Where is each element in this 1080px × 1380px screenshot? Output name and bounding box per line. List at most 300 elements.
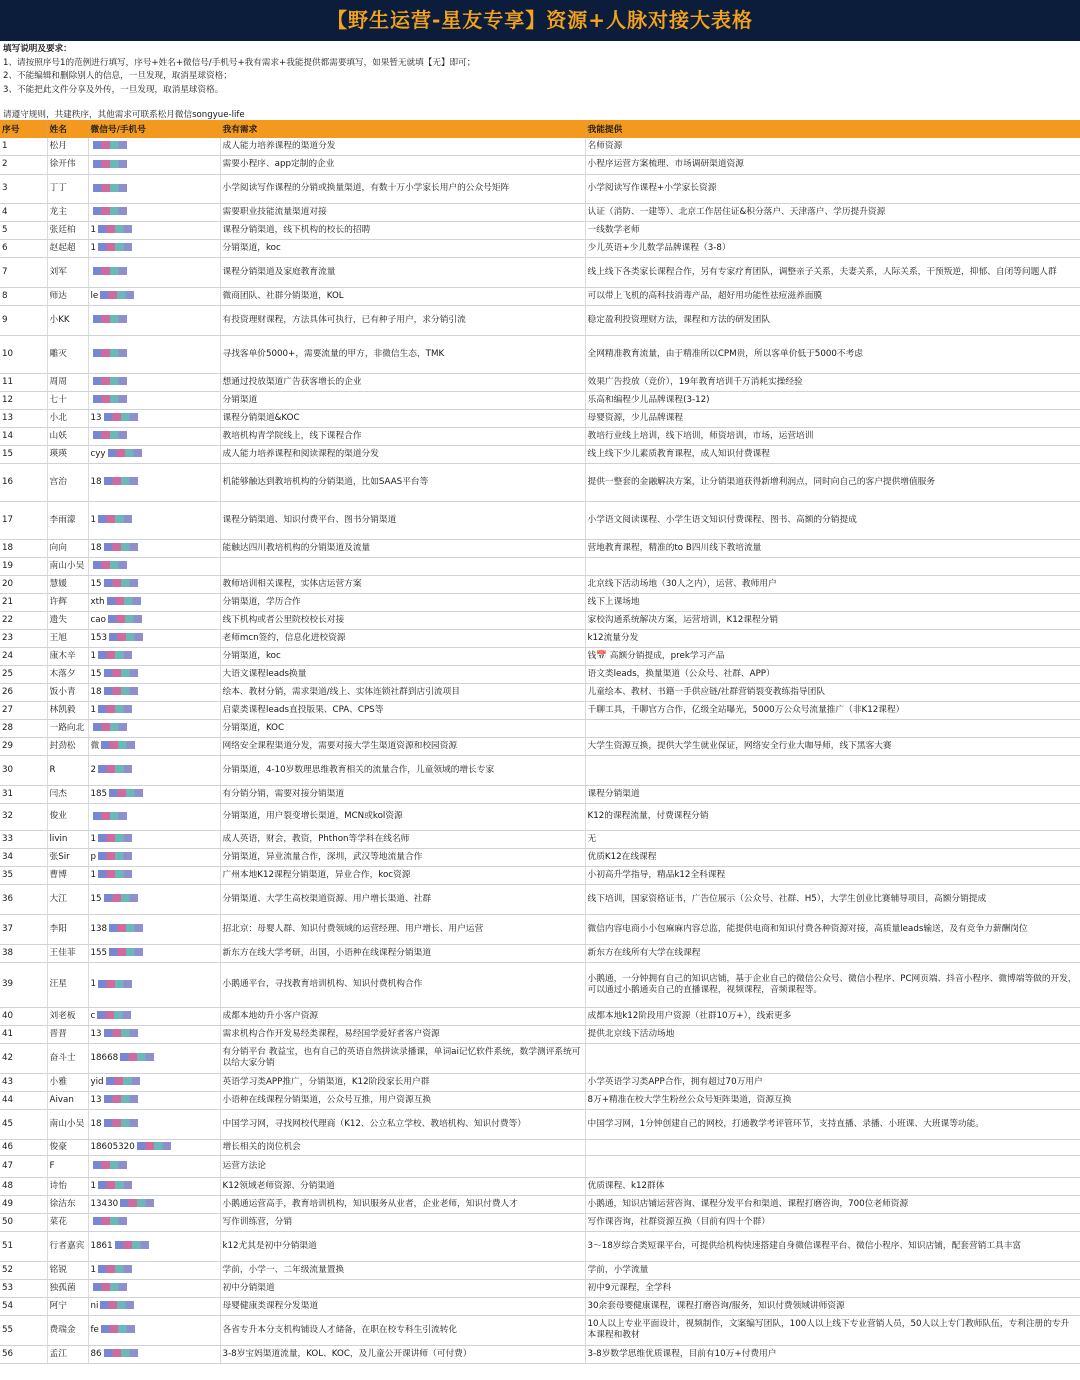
cell-need[interactable] (220, 373, 585, 391)
cell-need[interactable] (220, 1297, 585, 1315)
table-row[interactable] (0, 1073, 1080, 1091)
table-row[interactable] (0, 373, 1080, 391)
cell-no[interactable] (0, 445, 47, 463)
cell-name[interactable] (47, 1231, 88, 1261)
table-row[interactable] (0, 1091, 1080, 1109)
cell-no[interactable] (0, 944, 47, 962)
cell-need[interactable] (220, 203, 585, 221)
cell-need[interactable] (220, 593, 585, 611)
cell-offer[interactable] (585, 463, 1080, 501)
table-row[interactable] (0, 755, 1080, 785)
cell-contact[interactable] (88, 866, 220, 884)
cell-need[interactable] (220, 239, 585, 257)
cell-need[interactable] (220, 785, 585, 803)
table-row[interactable] (0, 593, 1080, 611)
cell-contact[interactable] (88, 1155, 220, 1177)
cell-name[interactable] (47, 683, 88, 701)
cell-offer[interactable] (585, 701, 1080, 719)
cell-offer[interactable] (585, 257, 1080, 287)
cell-offer[interactable] (585, 221, 1080, 239)
cell-contact[interactable] (88, 848, 220, 866)
cell-name[interactable] (47, 1109, 88, 1139)
table-row[interactable] (0, 1025, 1080, 1043)
cell-no[interactable] (0, 611, 47, 629)
cell-contact[interactable] (88, 1195, 220, 1213)
cell-no[interactable] (0, 1109, 47, 1139)
cell-name[interactable] (47, 174, 88, 203)
table-row[interactable] (0, 1195, 1080, 1213)
cell-offer[interactable] (585, 155, 1080, 174)
table-row[interactable] (0, 719, 1080, 737)
cell-need[interactable] (220, 830, 585, 848)
cell-offer[interactable] (585, 239, 1080, 257)
cell-contact[interactable] (88, 884, 220, 914)
cell-contact[interactable] (88, 1261, 220, 1279)
cell-contact[interactable] (88, 155, 220, 174)
cell-no[interactable] (0, 1073, 47, 1091)
table-row[interactable] (0, 1345, 1080, 1363)
cell-contact[interactable] (88, 719, 220, 737)
cell-need[interactable] (220, 427, 585, 445)
cell-contact[interactable] (88, 683, 220, 701)
cell-no[interactable] (0, 1261, 47, 1279)
cell-name[interactable] (47, 884, 88, 914)
cell-no[interactable] (0, 257, 47, 287)
cell-need[interactable] (220, 1261, 585, 1279)
cell-contact[interactable] (88, 1279, 220, 1297)
cell-offer[interactable] (585, 1315, 1080, 1345)
cell-no[interactable] (0, 785, 47, 803)
cell-no[interactable] (0, 1231, 47, 1261)
cell-no[interactable] (0, 593, 47, 611)
cell-contact[interactable] (88, 203, 220, 221)
cell-no[interactable] (0, 755, 47, 785)
cell-need[interactable] (220, 539, 585, 557)
table-row[interactable] (0, 701, 1080, 719)
cell-name[interactable] (47, 1155, 88, 1177)
cell-offer[interactable] (585, 138, 1080, 155)
cell-need[interactable] (220, 409, 585, 427)
cell-name[interactable] (47, 287, 88, 305)
cell-need[interactable] (220, 866, 585, 884)
cell-no[interactable] (0, 501, 47, 539)
cell-name[interactable] (47, 593, 88, 611)
cell-name[interactable] (47, 629, 88, 647)
cell-name[interactable] (47, 575, 88, 593)
cell-name[interactable] (47, 1345, 88, 1363)
header-name[interactable]: 姓名 (47, 120, 88, 138)
cell-no[interactable] (0, 1025, 47, 1043)
cell-name[interactable] (47, 257, 88, 287)
cell-need[interactable] (220, 914, 585, 944)
cell-offer[interactable] (585, 719, 1080, 737)
cell-contact[interactable] (88, 1043, 220, 1073)
cell-name[interactable] (47, 944, 88, 962)
cell-need[interactable] (220, 701, 585, 719)
cell-need[interactable] (220, 1213, 585, 1231)
table-row[interactable] (0, 427, 1080, 445)
cell-name[interactable] (47, 203, 88, 221)
table-row[interactable] (0, 287, 1080, 305)
cell-contact[interactable] (88, 575, 220, 593)
cell-need[interactable] (220, 884, 585, 914)
cell-name[interactable] (47, 1073, 88, 1091)
cell-need[interactable] (220, 848, 585, 866)
cell-no[interactable] (0, 1213, 47, 1231)
header-need[interactable]: 我有需求 (220, 120, 585, 138)
cell-contact[interactable] (88, 647, 220, 665)
cell-contact[interactable] (88, 1345, 220, 1363)
cell-no[interactable] (0, 1195, 47, 1213)
table-row[interactable] (0, 1261, 1080, 1279)
cell-offer[interactable] (585, 1043, 1080, 1073)
cell-name[interactable] (47, 1315, 88, 1345)
cell-no[interactable] (0, 239, 47, 257)
cell-name[interactable] (47, 138, 88, 155)
cell-contact[interactable] (88, 1139, 220, 1155)
cell-offer[interactable] (585, 391, 1080, 409)
cell-no[interactable] (0, 629, 47, 647)
table-row[interactable] (0, 257, 1080, 287)
cell-offer[interactable] (585, 914, 1080, 944)
cell-need[interactable] (220, 287, 585, 305)
cell-contact[interactable] (88, 914, 220, 944)
cell-contact[interactable] (88, 539, 220, 557)
cell-need[interactable] (220, 1007, 585, 1025)
cell-need[interactable] (220, 1195, 585, 1213)
cell-contact[interactable] (88, 174, 220, 203)
cell-offer[interactable] (585, 305, 1080, 335)
cell-need[interactable] (220, 647, 585, 665)
cell-no[interactable] (0, 884, 47, 914)
cell-name[interactable] (47, 701, 88, 719)
cell-need[interactable] (220, 611, 585, 629)
table-row[interactable] (0, 737, 1080, 755)
cell-offer[interactable] (585, 665, 1080, 683)
cell-need[interactable] (220, 1139, 585, 1155)
cell-contact[interactable] (88, 445, 220, 463)
table-row[interactable] (0, 391, 1080, 409)
cell-contact[interactable] (88, 665, 220, 683)
cell-need[interactable] (220, 944, 585, 962)
table-row[interactable] (0, 557, 1080, 575)
cell-name[interactable] (47, 373, 88, 391)
table-row[interactable] (0, 803, 1080, 830)
cell-need[interactable] (220, 1073, 585, 1091)
cell-offer[interactable] (585, 866, 1080, 884)
cell-offer[interactable] (585, 557, 1080, 575)
table-row[interactable] (0, 174, 1080, 203)
table-row[interactable] (0, 962, 1080, 1007)
cell-name[interactable] (47, 409, 88, 427)
cell-offer[interactable] (585, 830, 1080, 848)
cell-need[interactable] (220, 683, 585, 701)
cell-contact[interactable] (88, 239, 220, 257)
cell-no[interactable] (0, 830, 47, 848)
cell-no[interactable] (0, 174, 47, 203)
cell-offer[interactable] (585, 575, 1080, 593)
cell-offer[interactable] (585, 1007, 1080, 1025)
cell-contact[interactable] (88, 557, 220, 575)
cell-name[interactable] (47, 239, 88, 257)
cell-name[interactable] (47, 539, 88, 557)
table-row[interactable] (0, 1177, 1080, 1195)
table-row[interactable] (0, 830, 1080, 848)
cell-no[interactable] (0, 1155, 47, 1177)
cell-need[interactable] (220, 1091, 585, 1109)
cell-contact[interactable] (88, 611, 220, 629)
table-row[interactable] (0, 335, 1080, 373)
cell-offer[interactable] (585, 737, 1080, 755)
table-row[interactable] (0, 1297, 1080, 1315)
cell-no[interactable] (0, 409, 47, 427)
table-row[interactable] (0, 866, 1080, 884)
cell-need[interactable] (220, 174, 585, 203)
header-no[interactable]: 序号 (0, 120, 47, 138)
cell-offer[interactable] (585, 785, 1080, 803)
header-contact[interactable]: 微信号/手机号 (88, 120, 220, 138)
table-row[interactable] (0, 501, 1080, 539)
cell-need[interactable] (220, 737, 585, 755)
table-row[interactable] (0, 1139, 1080, 1155)
cell-contact[interactable] (88, 785, 220, 803)
cell-no[interactable] (0, 647, 47, 665)
cell-offer[interactable] (585, 944, 1080, 962)
table-row[interactable] (0, 611, 1080, 629)
cell-no[interactable] (0, 221, 47, 239)
table-row[interactable] (0, 944, 1080, 962)
cell-need[interactable] (220, 305, 585, 335)
cell-need[interactable] (220, 575, 585, 593)
cell-contact[interactable] (88, 1025, 220, 1043)
cell-no[interactable] (0, 373, 47, 391)
cell-no[interactable] (0, 1315, 47, 1345)
cell-offer[interactable] (585, 647, 1080, 665)
table-row[interactable] (0, 1279, 1080, 1297)
cell-name[interactable] (47, 719, 88, 737)
cell-name[interactable] (47, 221, 88, 239)
cell-need[interactable] (220, 138, 585, 155)
cell-contact[interactable] (88, 257, 220, 287)
cell-offer[interactable] (585, 427, 1080, 445)
cell-contact[interactable] (88, 221, 220, 239)
cell-need[interactable] (220, 445, 585, 463)
table-row[interactable] (0, 1231, 1080, 1261)
cell-no[interactable] (0, 1279, 47, 1297)
cell-name[interactable] (47, 1007, 88, 1025)
cell-offer[interactable] (585, 683, 1080, 701)
cell-no[interactable] (0, 557, 47, 575)
table-row[interactable] (0, 1043, 1080, 1073)
cell-name[interactable] (47, 445, 88, 463)
table-row[interactable] (0, 155, 1080, 174)
cell-no[interactable] (0, 305, 47, 335)
cell-name[interactable] (47, 737, 88, 755)
cell-no[interactable] (0, 203, 47, 221)
cell-offer[interactable] (585, 629, 1080, 647)
cell-contact[interactable] (88, 962, 220, 1007)
table-row[interactable] (0, 539, 1080, 557)
table-row[interactable] (0, 683, 1080, 701)
cell-contact[interactable] (88, 1177, 220, 1195)
cell-contact[interactable] (88, 463, 220, 501)
cell-no[interactable] (0, 287, 47, 305)
cell-name[interactable] (47, 155, 88, 174)
cell-name[interactable] (47, 962, 88, 1007)
cell-name[interactable] (47, 1297, 88, 1315)
cell-need[interactable] (220, 665, 585, 683)
header-offer[interactable]: 我能提供 (585, 120, 1080, 138)
cell-contact[interactable] (88, 1231, 220, 1261)
table-row[interactable] (0, 647, 1080, 665)
cell-contact[interactable] (88, 1315, 220, 1345)
cell-offer[interactable] (585, 1297, 1080, 1315)
cell-no[interactable] (0, 1345, 47, 1363)
cell-name[interactable] (47, 785, 88, 803)
cell-need[interactable] (220, 1231, 585, 1261)
cell-contact[interactable] (88, 391, 220, 409)
cell-contact[interactable] (88, 830, 220, 848)
cell-no[interactable] (0, 1139, 47, 1155)
cell-contact[interactable] (88, 737, 220, 755)
table-row[interactable] (0, 1007, 1080, 1025)
cell-no[interactable] (0, 962, 47, 1007)
cell-offer[interactable] (585, 409, 1080, 427)
cell-no[interactable] (0, 665, 47, 683)
cell-need[interactable] (220, 1109, 585, 1139)
cell-name[interactable] (47, 1195, 88, 1213)
cell-contact[interactable] (88, 409, 220, 427)
cell-no[interactable] (0, 737, 47, 755)
cell-offer[interactable] (585, 1195, 1080, 1213)
cell-need[interactable] (220, 335, 585, 373)
cell-offer[interactable] (585, 962, 1080, 1007)
cell-need[interactable] (220, 629, 585, 647)
cell-offer[interactable] (585, 373, 1080, 391)
cell-need[interactable] (220, 391, 585, 409)
cell-need[interactable] (220, 1345, 585, 1363)
cell-name[interactable] (47, 755, 88, 785)
cell-offer[interactable] (585, 1231, 1080, 1261)
cell-offer[interactable] (585, 1213, 1080, 1231)
cell-no[interactable] (0, 1297, 47, 1315)
cell-offer[interactable] (585, 848, 1080, 866)
cell-contact[interactable] (88, 1091, 220, 1109)
cell-no[interactable] (0, 463, 47, 501)
cell-need[interactable] (220, 1155, 585, 1177)
cell-offer[interactable] (585, 445, 1080, 463)
cell-name[interactable] (47, 830, 88, 848)
cell-name[interactable] (47, 305, 88, 335)
cell-name[interactable] (47, 427, 88, 445)
cell-contact[interactable] (88, 755, 220, 785)
table-row[interactable] (0, 203, 1080, 221)
cell-offer[interactable] (585, 1345, 1080, 1363)
cell-contact[interactable] (88, 1007, 220, 1025)
cell-name[interactable] (47, 611, 88, 629)
cell-offer[interactable] (585, 1155, 1080, 1177)
table-row[interactable] (0, 1213, 1080, 1231)
cell-offer[interactable] (585, 1139, 1080, 1155)
cell-name[interactable] (47, 647, 88, 665)
cell-offer[interactable] (585, 884, 1080, 914)
cell-need[interactable] (220, 1043, 585, 1073)
cell-need[interactable] (220, 1315, 585, 1345)
cell-no[interactable] (0, 391, 47, 409)
cell-offer[interactable] (585, 539, 1080, 557)
cell-no[interactable] (0, 803, 47, 830)
cell-contact[interactable] (88, 373, 220, 391)
cell-need[interactable] (220, 463, 585, 501)
cell-no[interactable] (0, 1091, 47, 1109)
cell-offer[interactable] (585, 1261, 1080, 1279)
cell-offer[interactable] (585, 1279, 1080, 1297)
cell-need[interactable] (220, 755, 585, 785)
cell-no[interactable] (0, 683, 47, 701)
cell-no[interactable] (0, 719, 47, 737)
cell-name[interactable] (47, 1279, 88, 1297)
cell-need[interactable] (220, 221, 585, 239)
cell-name[interactable] (47, 557, 88, 575)
cell-no[interactable] (0, 1007, 47, 1025)
cell-name[interactable] (47, 463, 88, 501)
cell-offer[interactable] (585, 803, 1080, 830)
table-row[interactable] (0, 665, 1080, 683)
cell-need[interactable] (220, 257, 585, 287)
cell-need[interactable] (220, 1025, 585, 1043)
cell-contact[interactable] (88, 593, 220, 611)
cell-contact[interactable] (88, 427, 220, 445)
cell-no[interactable] (0, 335, 47, 373)
table-row[interactable] (0, 445, 1080, 463)
cell-no[interactable] (0, 914, 47, 944)
cell-no[interactable] (0, 701, 47, 719)
cell-name[interactable] (47, 1261, 88, 1279)
cell-name[interactable] (47, 914, 88, 944)
cell-offer[interactable] (585, 611, 1080, 629)
cell-need[interactable] (220, 962, 585, 1007)
cell-offer[interactable] (585, 593, 1080, 611)
cell-no[interactable] (0, 575, 47, 593)
table-row[interactable] (0, 1109, 1080, 1139)
table-row[interactable] (0, 1155, 1080, 1177)
cell-offer[interactable] (585, 287, 1080, 305)
cell-no[interactable] (0, 848, 47, 866)
table-row[interactable] (0, 848, 1080, 866)
cell-name[interactable] (47, 1177, 88, 1195)
cell-name[interactable] (47, 665, 88, 683)
cell-name[interactable] (47, 848, 88, 866)
cell-no[interactable] (0, 138, 47, 155)
cell-contact[interactable] (88, 305, 220, 335)
cell-offer[interactable] (585, 755, 1080, 785)
cell-offer[interactable] (585, 1091, 1080, 1109)
cell-no[interactable] (0, 155, 47, 174)
table-row[interactable] (0, 785, 1080, 803)
cell-need[interactable] (220, 1177, 585, 1195)
cell-offer[interactable] (585, 1025, 1080, 1043)
cell-offer[interactable] (585, 1177, 1080, 1195)
cell-name[interactable] (47, 501, 88, 539)
table-row[interactable] (0, 1315, 1080, 1345)
table-row[interactable] (0, 463, 1080, 501)
cell-need[interactable] (220, 719, 585, 737)
table-row[interactable] (0, 239, 1080, 257)
table-row[interactable] (0, 409, 1080, 427)
cell-no[interactable] (0, 1177, 47, 1195)
cell-need[interactable] (220, 803, 585, 830)
cell-name[interactable] (47, 1043, 88, 1073)
